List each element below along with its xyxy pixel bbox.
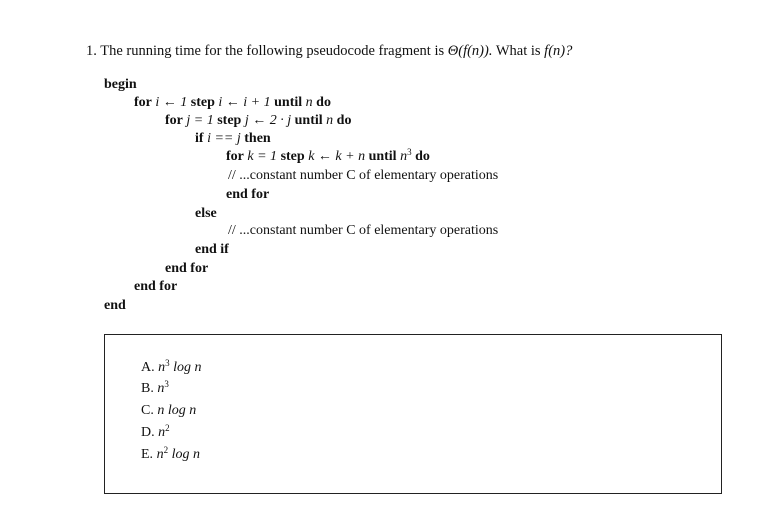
answer-options-box	[104, 334, 722, 494]
ask-expression: f(n)?	[544, 43, 573, 59]
code-end-if: end if	[195, 242, 229, 257]
code-inner-for: for k = 1 step k ← k + n until $n^3$ do	[226, 147, 430, 164]
code-comment-then: // ...constant number C of elementary operations	[228, 168, 499, 183]
question-text-after: What is	[495, 43, 541, 59]
option-d[interactable]: D. $n^2$	[141, 423, 170, 440]
code-if: if i == j then	[195, 131, 271, 146]
question-number: 1.	[86, 43, 97, 59]
code-middle-for: for j = 1 step j ← 2 · j until n do	[165, 113, 352, 128]
question-text-before: The running time for the following pseudocode fragment is	[100, 43, 445, 59]
code-end: end	[104, 298, 126, 313]
option-b[interactable]: B. $n^3$	[141, 379, 169, 396]
code-end-for-middle: end for	[165, 261, 209, 276]
option-e[interactable]: E. $n^2$ log n	[141, 445, 200, 462]
theta-expression: Θ(f(n)).	[447, 43, 493, 59]
code-else: else	[195, 206, 217, 221]
code-end-for-outer: end for	[134, 279, 178, 294]
code-begin: begin	[104, 77, 137, 92]
option-c[interactable]: C. n log n	[141, 403, 197, 418]
option-a[interactable]: A. $n^3$ log n	[141, 358, 202, 375]
code-end-for-inner: end for	[226, 187, 270, 202]
code-comment-else: // ...constant number C of elementary operations	[228, 223, 499, 238]
code-outer-for: for i ← 1 step i ← i + 1 until n do	[134, 95, 331, 110]
